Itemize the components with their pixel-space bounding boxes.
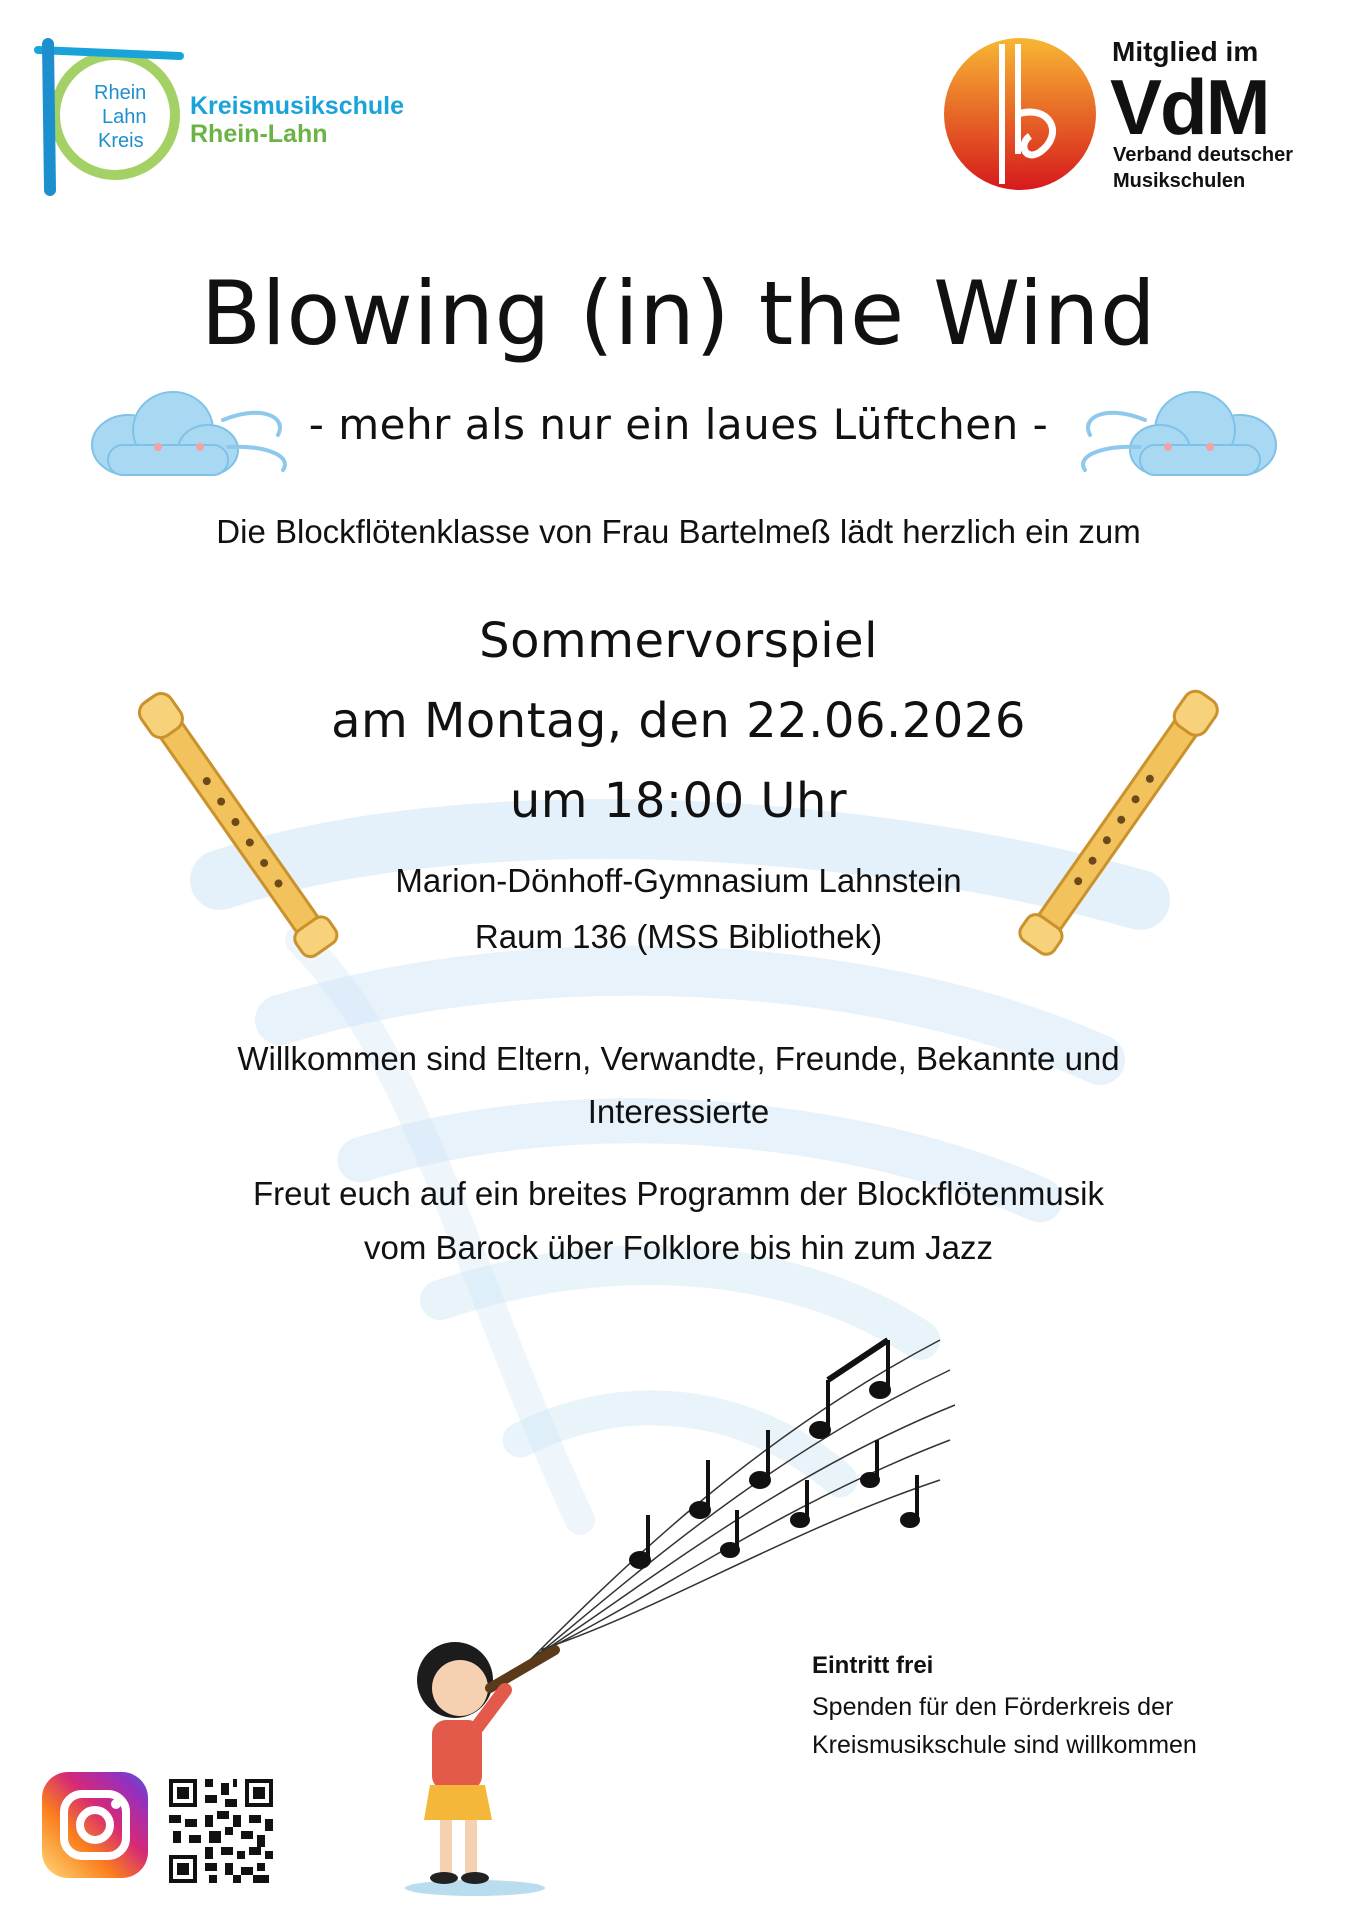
vdm-sub-line2: Musikschulen [1113, 170, 1246, 192]
kreismusikschule-logo [30, 30, 450, 200]
program-text-line1: Freut euch auf ein breites Programm der Blockflötenmusik [252, 1175, 1105, 1212]
welcome-text-line2: Interessierte [587, 1093, 770, 1130]
krs-ring-line3: Kreis [98, 130, 144, 152]
venue-name: Marion-Dönhoff-Gymnasium Lahnstein [395, 862, 962, 899]
vdm-sub-line1: Verband deutscher [1113, 144, 1294, 166]
child-playing-recorder-illustration [380, 1620, 580, 1900]
program-text-line2: vom Barock über Folklore bis hin zum Jazz [363, 1229, 994, 1266]
venue-room: Raum 136 (MSS Bibliothek) [474, 918, 883, 955]
welcome-text-line1: Willkommen sind Eltern, Verwandte, Freunde, Bekannte und [237, 1040, 1120, 1077]
krs-ring-line1: Rhein [94, 82, 147, 104]
krs-ring-line2: Lahn [102, 106, 147, 128]
poster-subtitle: - mehr als nur ein laues Lüftchen - [308, 400, 1049, 449]
krs-name-line2: Rhein-Lahn [190, 120, 328, 148]
admission-info [812, 1652, 1332, 1764]
donation-line2: Kreismusikschule sind willkommen [812, 1731, 1197, 1759]
event-date: am Montag, den 22.06.2026 [331, 693, 1026, 749]
vdm-wordmark: VdM [1110, 63, 1269, 151]
event-time: um 18:00 Uhr [509, 773, 848, 829]
vdm-logo [940, 30, 1340, 200]
vdm-full-name [1113, 142, 1293, 194]
invitation-text: Die Blockflötenklasse von Frau Bartelmeß lädt herzlich ein zum [216, 513, 1141, 550]
event-name: Sommervorspiel [479, 613, 878, 669]
donation-text [812, 1688, 1332, 1764]
donation-line1: Spenden für den Förderkreis der [812, 1693, 1174, 1721]
krs-name-line1: Kreismusikschule [190, 92, 404, 120]
vdm-member-label: Mitglied im [1112, 36, 1259, 67]
poster-title: Blowing (in) the Wind [200, 262, 1157, 365]
admission-heading: Eintritt frei [812, 1652, 934, 1679]
vdm-emblem-icon [940, 34, 1100, 194]
qr-code[interactable] [165, 1775, 277, 1887]
instagram-icon[interactable] [40, 1770, 150, 1880]
